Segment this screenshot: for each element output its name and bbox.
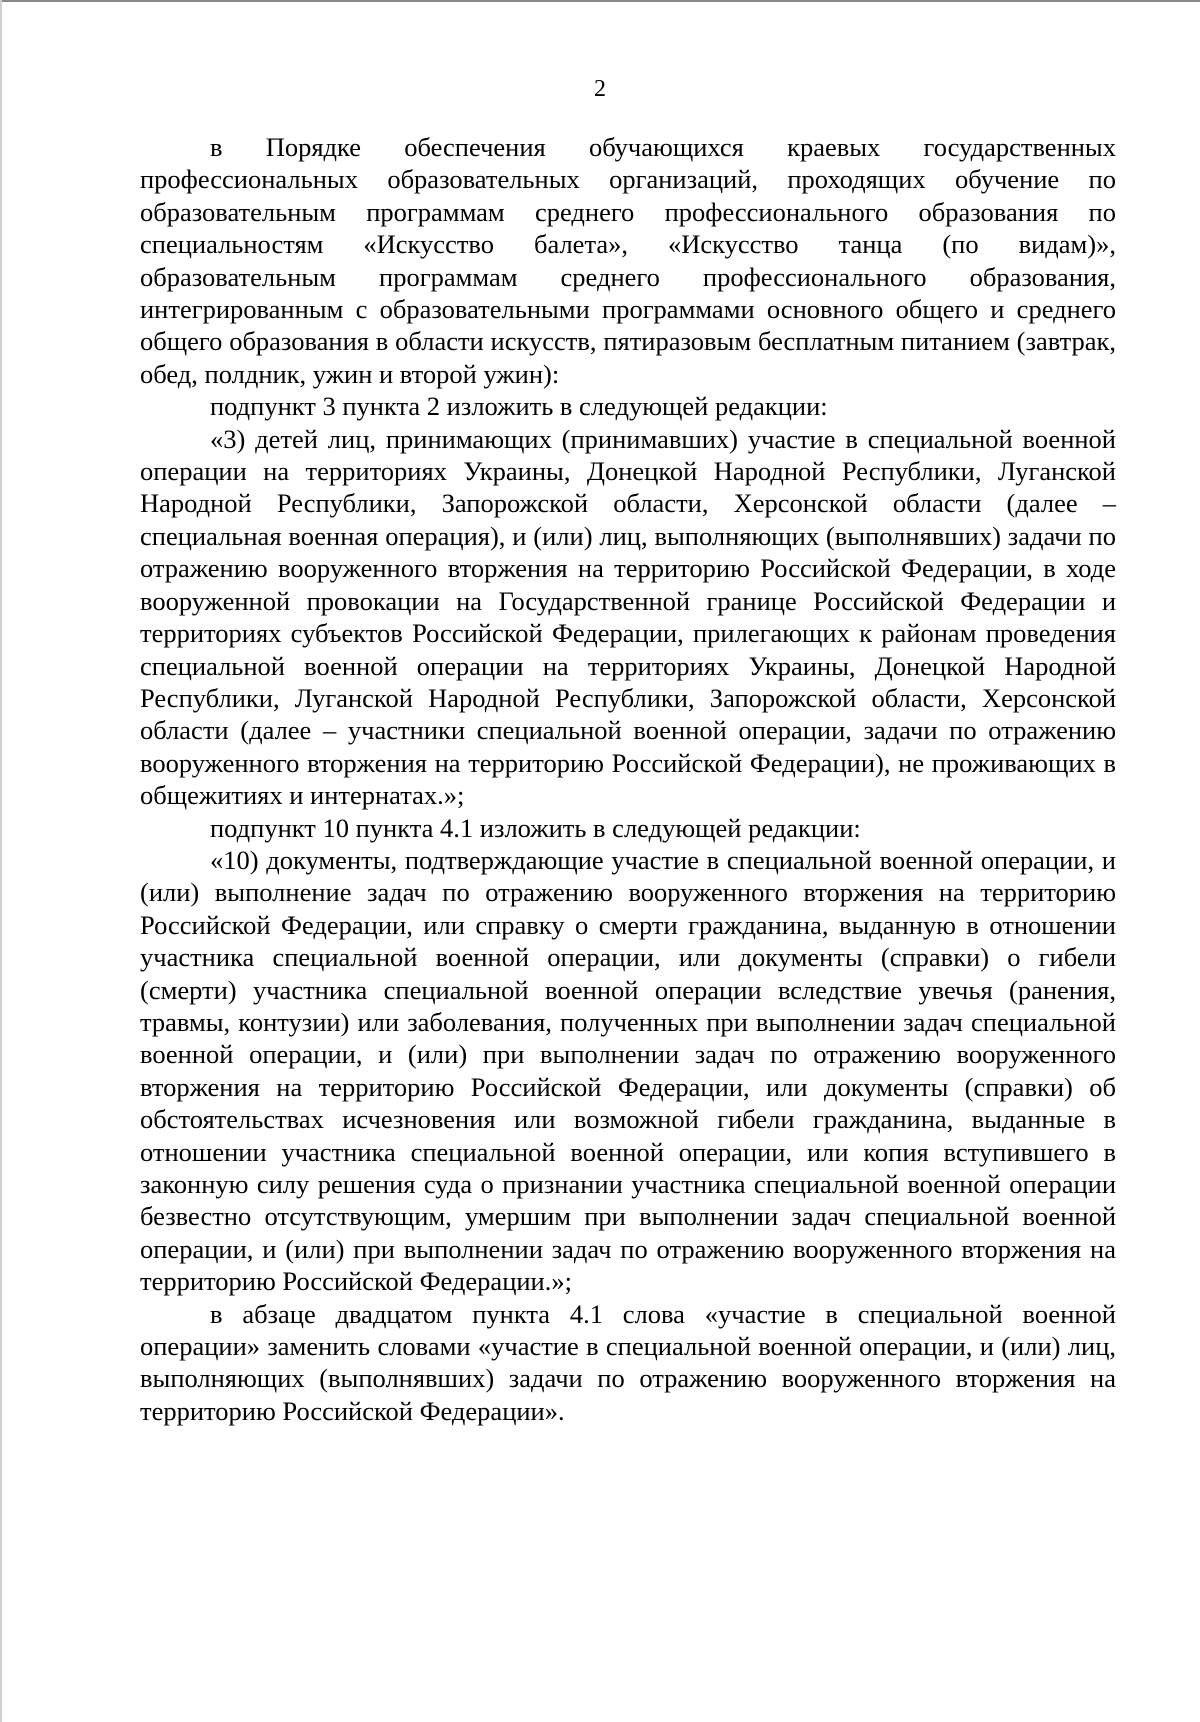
paragraph-subitem-3-text: «3) детей лиц, принимающих (принимавших) участие в специальной военной операции на территориях Украины, Донецкой Народной Республики, Луганской Народной Республики, Запорожской области, Херсонской области (далее – специальная военная операция), и (или) лиц, выполняющих (выполнявших) задачи по отражению вооруженного вторжения на территорию Российской Федерации, в ходе вооруженной провокации на Государственной границе Российской Федерации и территориях субъектов Российской Федерации, прилегающих к районам проведения специальной военной операции на территориях Украины, Донецкой Народной Республики, Луганской Народной Республики, Запорожской области, Херсонской области (далее – участники специальной военной операции, задачи по отражению вооруженного вторжения на территорию Российской Федерации), не проживающих в общежитиях и интернатах.»;	[140, 423, 1116, 811]
paragraph-amend-subitem-3: подпункт 3 пункта 2 изложить в следующей редакции:	[210, 391, 828, 422]
scan-left-edge	[0, 0, 2, 1722]
paragraph-subitem-10-text: «10) документы, подтверждающие участие в специальной военной операции, и (или) выполнение задач по отражению вооруженного вторжения на территорию Российской Федерации, или справку о смерти гражданина, выданную в отношении участника специальной военной операции, или документы (справки) о гибели (смерти) участника специальной военной операции вследствие увечья (ранения, травмы, контузии) или заболевания, полученных при выполнении задач специальной военной операции, и (или) при выполнении задач по отражению вооруженного вторжения на территорию Российской Федерации, или документы (справки) об обстоятельствах исчезновения или возможной гибели гражданина, выданные в отношении участника специальной военной операции, или копия вступившего в законную силу решения суда о признании участника специальной военной операции безвестно отсутствующим, умершим при выполнении задач специальной военной операции, и (или) при выполнении задач по отражению вооруженного вторжения на территорию Российской Федерации.»;	[140, 844, 1116, 1297]
scan-top-edge	[0, 0, 1200, 2]
document-body	[140, 131, 1116, 1427]
paragraph-amend-clause-20: в абзаце двадцатом пункта 4.1 слова «участие в специальной военной операции» заменить словами «участие в специальной военной операции, и (или) лиц, выполняющих (выполнявших) задачи по отражению вооруженного вторжения на территорию Российской Федерации».	[140, 1298, 1116, 1426]
paragraph-intro: в Порядке обеспечения обучающихся краевых государственных профессиональных образовательных организаций, проходящих обучение по образовательным программам среднего профессионального образования по специальностям «Искусство балета», «Искусство танца (по видам)», образовательным программам среднего профессионального образования, интегрированным с образовательными программами основного общего и среднего общего образования в области искусств, пятиразовым бесплатным питанием (завтрак, обед, полдник, ужин и второй ужин):	[140, 132, 1116, 389]
page-number: 2	[594, 76, 606, 102]
paragraph-amend-subitem-10: подпункт 10 пункта 4.1 изложить в следующей редакции:	[210, 812, 861, 843]
